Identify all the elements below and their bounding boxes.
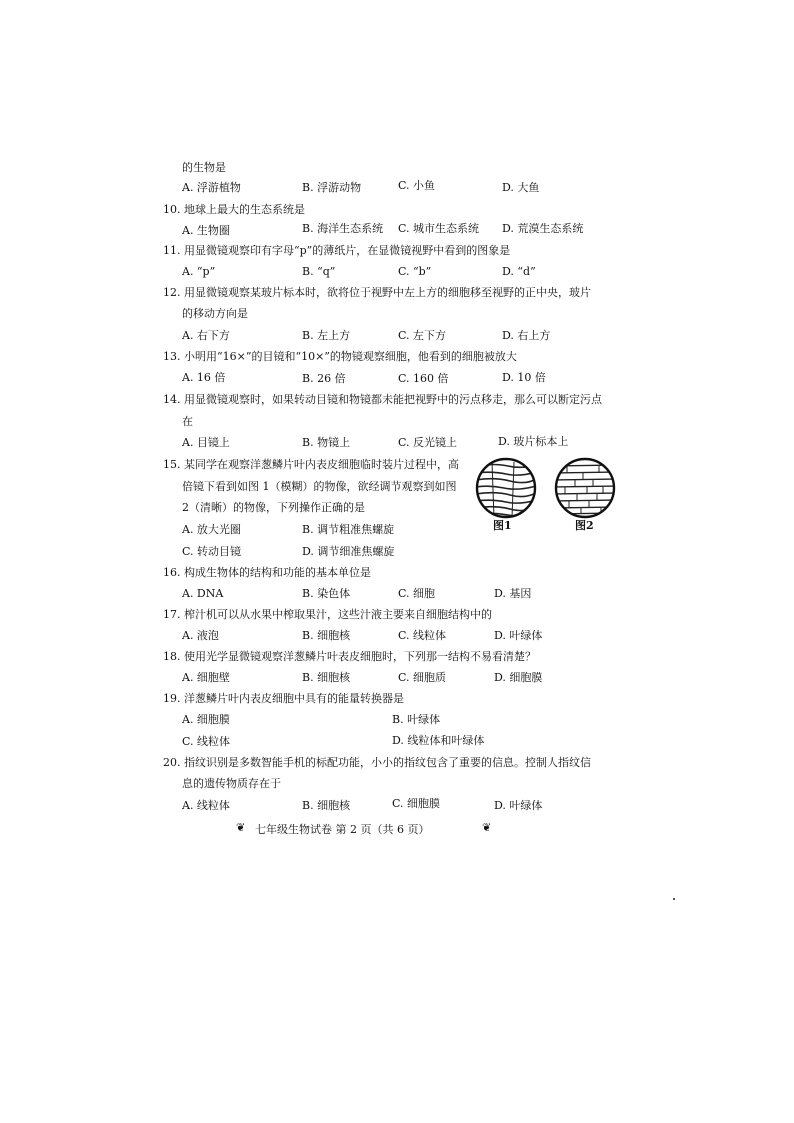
question-9-continuation: 的生物是 bbox=[182, 161, 226, 174]
q12-option-a: A. 右下方 bbox=[182, 329, 230, 342]
q13-option-a: A. 16 倍 bbox=[182, 371, 226, 384]
q15-option-d: D. 调节细准焦螺旋 bbox=[302, 545, 395, 558]
q11-option-b: B. “q” bbox=[302, 265, 336, 278]
q16-option-b: B. 染色体 bbox=[302, 587, 351, 600]
figure-2-clear-cells bbox=[553, 456, 617, 520]
q18-option-c: C. 细胞质 bbox=[398, 671, 447, 684]
q16-option-a: A. DNA bbox=[182, 587, 224, 600]
q13-option-d: D. 10 倍 bbox=[502, 371, 546, 384]
footer-ornament-left-icon: ❦ bbox=[236, 821, 246, 834]
q18-option-a: A. 细胞壁 bbox=[182, 671, 230, 684]
q19-option-a: A. 细胞膜 bbox=[182, 713, 230, 726]
q9-option-a: A. 浮游植物 bbox=[182, 181, 241, 194]
q10-option-a: A. 生物圈 bbox=[182, 224, 230, 237]
question-12-line-2: 的移动方向是 bbox=[182, 307, 248, 320]
q11-option-c: C. “b” bbox=[398, 265, 432, 278]
q9-option-d: D. 大鱼 bbox=[502, 181, 540, 194]
q15-option-b: B. 调节粗准焦螺旋 bbox=[302, 523, 395, 536]
q19-option-b: B. 叶绿体 bbox=[392, 713, 441, 726]
footer-ornament-right-icon: ❦ bbox=[482, 821, 492, 834]
q20-option-c: C. 细胞膜 bbox=[392, 797, 441, 810]
question-11: 11. 用显微镜观察印有字母“p”的薄纸片，在显微镜视野中看到的图象是 bbox=[163, 244, 511, 257]
question-19: 19. 洋葱鳞片叶内表皮细胞中具有的能量转换器是 bbox=[163, 692, 404, 705]
q19-option-d: D. 线粒体和叶绿体 bbox=[392, 734, 485, 747]
question-20-line-1: 20. 指纹识别是多数智能手机的标配功能，小小的指纹包含了重要的信息。控制人指纹信 bbox=[163, 756, 591, 769]
q15-option-c: C. 转动目镜 bbox=[182, 545, 242, 558]
q13-option-b: B. 26 倍 bbox=[302, 372, 346, 385]
question-12-line-1: 12. 用显微镜观察某玻片标本时，欲将位于视野中左上方的细胞移至视野的正中央，玻片 bbox=[163, 286, 591, 299]
q20-option-b: B. 细胞核 bbox=[302, 799, 351, 812]
question-14-line-1: 14. 用显微镜观察时，如果转动目镜和物镜都未能把视野中的污点移走，那么可以断定污点 bbox=[163, 393, 602, 406]
scan-speck bbox=[673, 898, 675, 900]
q14-option-c: C. 反光镜上 bbox=[398, 436, 458, 449]
question-14-line-2: 在 bbox=[182, 415, 193, 428]
q10-option-d: D. 荒漠生态系统 bbox=[502, 222, 584, 235]
page-footer: 七年级生物试卷 第 2 页（共 6 页） bbox=[255, 823, 430, 836]
q19-option-c: C. 线粒体 bbox=[182, 735, 231, 748]
q12-option-d: D. 右上方 bbox=[502, 329, 551, 342]
q13-option-c: C. 160 倍 bbox=[398, 372, 449, 385]
figure-1-blurry-cells bbox=[474, 456, 538, 520]
question-18: 18. 使用光学显微镜观察洋葱鳞片叶表皮细胞时，下列那一结构不易看清楚？ bbox=[163, 650, 536, 663]
q20-option-a: A. 线粒体 bbox=[182, 799, 230, 812]
q11-option-d: D. “d” bbox=[502, 265, 536, 278]
q20-option-d: D. 叶绿体 bbox=[494, 799, 543, 812]
q16-option-d: D. 基因 bbox=[494, 587, 532, 600]
q16-option-c: C. 细胞 bbox=[398, 587, 436, 600]
question-13: 13. 小明用“16×”的目镜和“10×”的物镜观察细胞，他看到的细胞被放大 bbox=[163, 350, 517, 363]
question-17: 17. 榨汁机可以从水果中榨取果汁，这些汁液主要来自细胞结构中的 bbox=[163, 608, 492, 621]
question-15-line-3: 2（清晰）的物像，下列操作正确的是 bbox=[182, 501, 365, 514]
q17-option-d: D. 叶绿体 bbox=[494, 629, 543, 642]
q15-option-a: A. 放大光圈 bbox=[182, 523, 241, 536]
q17-option-c: C. 线粒体 bbox=[398, 629, 447, 642]
q18-option-b: B. 细胞核 bbox=[302, 671, 351, 684]
q11-option-a: A. “p” bbox=[182, 265, 216, 278]
q14-option-b: B. 物镜上 bbox=[302, 436, 351, 449]
q17-option-b: B. 细胞核 bbox=[302, 629, 351, 642]
question-15-line-1: 15. 某同学在观察洋葱鳞片叶内表皮细胞临时装片过程中，高 bbox=[163, 458, 459, 471]
q10-option-b: B. 海洋生态系统 bbox=[302, 222, 384, 235]
q17-option-a: A. 液泡 bbox=[182, 629, 219, 642]
q10-option-c: C. 城市生态系统 bbox=[398, 222, 480, 235]
q18-option-d: D. 细胞膜 bbox=[494, 671, 543, 684]
question-16: 16. 构成生物体的结构和功能的基本单位是 bbox=[163, 566, 371, 579]
q14-option-d: D. 玻片标本上 bbox=[498, 435, 569, 448]
q12-option-c: C. 左下方 bbox=[398, 329, 447, 342]
q9-option-b: B. 浮游动物 bbox=[302, 181, 362, 194]
question-15-line-2: 倍镜下看到如图 1（模糊）的物像，欲经调节观察到如图 bbox=[182, 480, 457, 493]
q14-option-a: A. 目镜上 bbox=[182, 436, 230, 449]
figure-1-label: 图1 bbox=[493, 519, 512, 532]
question-10: 10. 地球上最大的生态系统是 bbox=[163, 203, 305, 216]
figure-2-label: 图2 bbox=[575, 519, 594, 532]
q9-option-c: C. 小鱼 bbox=[398, 179, 436, 192]
q12-option-b: B. 左上方 bbox=[302, 329, 351, 342]
question-20-line-2: 息的遗传物质存在于 bbox=[182, 777, 281, 790]
